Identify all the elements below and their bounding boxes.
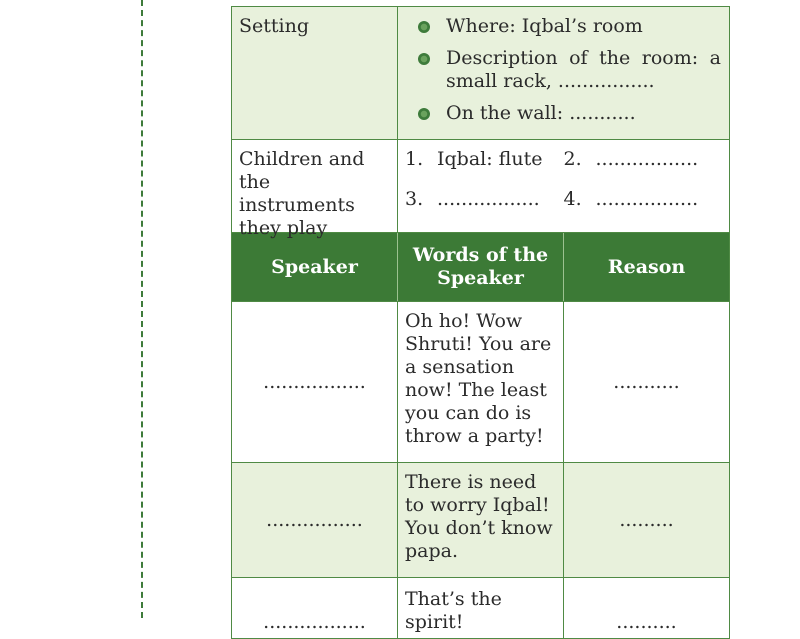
table-row: [232, 463, 729, 578]
children-label: Children and the instruments they play: [232, 140, 398, 232]
instrument-item: 1. Iqbal: flute: [405, 148, 543, 170]
header-reason: Reason: [607, 255, 686, 278]
words-cell: Oh ho! Wow Shruti! You are a sensation now! The least you can do is throw a party!: [398, 302, 564, 462]
instrument-item: 4. .................: [563, 188, 699, 210]
children-row: [232, 140, 729, 239]
header-words: Words of the Speaker: [398, 233, 564, 301]
reason-cell: ...........: [613, 370, 680, 393]
setting-row: [232, 7, 729, 140]
instrument-item: 3. .................: [405, 188, 540, 210]
margin-dashed-line: [141, 0, 143, 618]
table-row: [232, 578, 729, 638]
flower-bullet-icon: [418, 53, 430, 65]
speaker-cell: .................: [232, 578, 398, 638]
list-item: On the wall: ...........: [418, 102, 722, 125]
table-row: [232, 302, 729, 463]
reason-cell: ..........: [616, 611, 677, 633]
instrument-item: 2. .................: [563, 148, 699, 170]
worksheet-table: [231, 6, 730, 639]
list-item: Description of the room: a small rack, ................: [418, 47, 722, 93]
reason-cell: .........: [619, 508, 674, 531]
header-speaker: Speaker: [232, 233, 398, 301]
words-cell: There is need to worry Iqbal! You don’t know papa.: [398, 463, 564, 577]
setting-list: [398, 7, 729, 139]
words-cell: That’s the spirit!: [398, 578, 564, 638]
flower-bullet-icon: [418, 21, 430, 33]
table-header: [232, 233, 729, 302]
flower-bullet-icon: [418, 108, 430, 120]
list-item: Where: Iqbal’s room: [418, 15, 722, 38]
instrument-list: [398, 140, 729, 232]
speaker-cell: .................: [232, 302, 398, 462]
setting-label: Setting: [232, 7, 398, 139]
speaker-cell: ................: [232, 463, 398, 577]
